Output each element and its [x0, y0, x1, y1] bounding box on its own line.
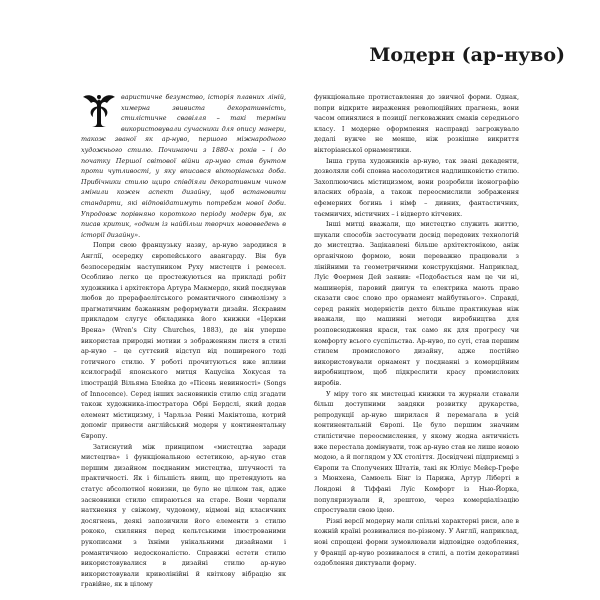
left-column	[81, 92, 286, 590]
paragraph	[81, 92, 286, 240]
ornamental-drop-cap	[81, 93, 117, 129]
right-column	[314, 92, 519, 569]
drop-cap-ornament-icon	[81, 93, 117, 129]
paragraph: Затиснутий між принципом «мистецтва заради мистецтва» і функціональною естетикою, ар-нуво став першим дизайном поєднаним мистецтва, штучності та практичності. Як і більшість явищ, що претендують на статус абсолютної новизни, це було не цілком так, адже засновники стилю спираються на старе. Вони черпали натхнення у свіжому, чудовому, відмові від класичних досягнень, деякі запозичили його елементи з стилю рококо, схиляння перед кельтськими ілюстрованими рукописами з їхніми унікальними дизайнами і романтичною недосконалістю. Справжні естети стилю використовувалися в дизайні стилю ар-нуво використовували криволінійні й квіткову вібрацію як гравійне, як в цілому	[81, 442, 286, 589]
paragraph: Інші митці вважали, що мистецтво служить життю, шукали способів застосувати досвід передових технологій до мистецтва. Зацікавлені більше архітектонікою, аніж органічною формою, вони переважно працювали з лінійними та геометричними конструкціями. Наприклад, Луїс Фоермен Дей заявив: «Подобається нам це чи ні, машинерія, паровий двигун та електрика мають право сказати своє слово про орнамент майбутнього». Справді, серед ранніх модерністів дехто більше практикував ніж вважали, що машинні методи виробництва для розповсюдження краси, так само як для прогресу чи комфорту всього суспільства. Ар-нуво, по суті, став першим стилем промислового дизайну, адже постійно використовували орнамент у поєднанні з комерційним виробництвом, щоб підкреслити красу промислових виробів.	[314, 220, 519, 388]
paragraph: Різні версії модерну мали спільні характерні риси, але в кожній країні розвивалися по-різному. У Англії, наприклад, нові спрощені форми зумовлювали відповідне оздоблення, у Франції ар-нуво розвивалося в стилі, а потім декоративні оздоблення диктували форму.	[314, 516, 519, 568]
paragraph: функціональне протиставлення до звичної форми. Однак, попри відкрите вираження революційних прагнень, вони часом опинялися в позиції легковажних смаків середнього класу. І модерне оформлення насправді загрожувало дедалі вужче не менше, ніж розкішне викриття вікторіанської орнаментики.	[314, 93, 519, 154]
paragraph: Попри свою французьку назву, ар-нуво зародився в Англії, осередку європейського авангарду. Він був безпосереднім наступником Руху мистецтв і ремесел. Особливо легко це простежуються на прикладі робіт художника і архітектора Артура Макмердо, який поєднував любов до прерафаелітського романтичного символізму з прагматичним бажанням реформувати дизайн. Яскравим прикладом слугує обкладинка його книжки «Церкви Врена» (Wren's City Churches, 1883), де він уперше використав природні мотиви з зображенням листя в стилі ар-нуво – це суттєвий відступ від поширеного тоді готичного стилю. У роботі прочитуються вже впливи ксилографії японського митця Кацусіка Хокусая та ілюстрацій Вільяма Блейка до «Пісень невинності» (Songs of Innocence). Серед інших засновників стилю слід згадати також художника-ілюстратора Обрі Бердслі, який додав елемент містицизму, і Чарльза Ренні Макінтоша, котрий допоміг привести англійський модерн у континентальну Європу.	[81, 241, 286, 440]
paragraph: У міру того як мистецькі книжки та журнали ставали більш доступними завдяки розвитку друкарства, репродукції ар-нуво ширилася й перемагала в усій континентальній Європі. Це було першим значним стилістичне переосмислення, у якому жодна античність вже перестала домінувати, тож ар-нуво став не лише новою модою, а й поглядом у XX століття. Досвідчені підприємці з Європи та Сполучених Штатів, такі як Юліус Мейєр-Грефе з Мюнхена, Самюель Бінг із Парижа, Артур Ліберті в Лондоні й Тіффані Луїс Комфорт із Нью-Йорка, популяризували й, зрештою, через комерціалізацію спростували свою ідею.	[314, 389, 519, 515]
page-title: Модерн (ар-нуво)	[369, 44, 565, 66]
intro-paragraph-text: варистичне безумство, історія плавних ліній, химерна звивиста декоративність, стилістичне свавілля – такі терміни використовували сучасники для опису манери, також званої як ар-нуво, першого міжнародного художнього стилю. Починаючи з 1880-х років – і до початку Першої світової війни ар-нуво став бунтом проти чутливості, у яку вписався вікторіанська доба. Прибічники стилю щиро співдіяли декоративним чином змінили кожен аспект дизайну, щоб встановити стандарти, які відповідатимуть потребам нової доби. Упродовж порівняно короткого періоду модерн був, як писав критик, «одним із найбільш творчих нововведень в історії дизайну».	[81, 93, 286, 239]
paragraph: Інша група художників ар-нуво, так звані декаденти, дозволяли собі сповна насолодитися надлишковістю стилю. Захоплюючись містицизмом, вони розробили іконографію власних образів, а також переосмислили зображення ефемерних богинь і німф – дивних, фантастичних, таємничих, містичних – і відверто кітчевих.	[314, 156, 519, 218]
